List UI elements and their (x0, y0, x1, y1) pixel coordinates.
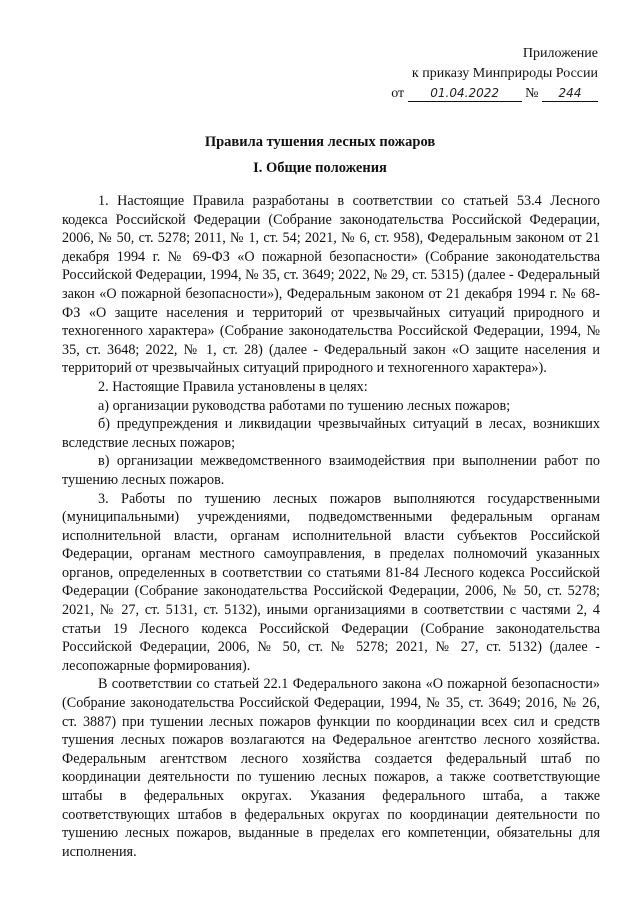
paragraph-1: 1. Настоящие Правила разработаны в соответствии со статьей 53.4 Лесного кодекса Российской Федерации (Собрание законодательства Российской Федерации, 2006, № 50, ст. 5278; 2011, № 1, ст. 54; 2021, № 6, ст. 958), Федеральным законом от 21 декабря 1994 г. № 69-ФЗ «О пожарной безопасности» (Собрание законодательства Российской Федерации, 1994, № 35, ст. 3649; 2022, № 29, ст. 5315) (далее - Федеральный закон «О пожарной безопасности»), Федеральным законом от 21 декабря 1994 г. № 68-ФЗ «О защите населения и территорий от чрезвычайных ситуаций природного и техногенного характера» (Собрание законодательства Российской Федерации, 1994, № 35, ст. 3648; 2022, № 1, ст. 28) (далее - Федеральный закон «О защите населения и территорий от чрезвычайных ситуаций природного и техногенного характера»). (62, 193, 600, 377)
appendix-header (391, 44, 598, 104)
date-prefix: от (391, 86, 405, 101)
paragraph-2c: в) организации межведомственного взаимодействия при выполнении работ по тушению лесных пожаров. (62, 453, 600, 488)
document-body (62, 192, 600, 861)
order-date-number-line (391, 84, 598, 104)
paragraph-3: 3. Работы по тушению лесных пожаров выполняются государственными (муниципальными) учреждениями, подведомственными федеральным органам исполнительной власти, органам исполнительной власти субъектов Российской Федерации, органам местного самоуправления, в пределах полномочий указанных органов, определенных в соответствии со статьями 81-84 Лесного кодекса Российской Федерации (Собрание законодательства Российской Федерации, 2006, № 50, ст. 5278; 2021, № 27, ст. 5131, ст. 5132), иными организациями в соответствии с частями 2, 4 статьи 19 Лесного кодекса Российской Федерации (Собрание законодательства Российской Федерации, 2006, № 50, ст. № 5278; 2021, № 27, ст. 5132) (далее - лесопожарные формирования). (62, 490, 600, 674)
number-prefix: № (525, 86, 539, 101)
paragraph-3-continued: В соответствии со статьей 22.1 Федерального закона «О пожарной безопасности» (Собрание законодательства Российской Федерации, 1994, № 35, ст. 3649; 2016, № 26, ст. 3887) при тушении лесных пожаров функции по координации всех сил и средств тушения лесных пожаров возлагаются на Федеральное агентство лесного хозяйства. Федеральным агентством лесного хозяйства создается федеральный штаб по координации деятельности по тушению лесных пожаров, а также соответствующие штабы в федеральных округах. Указания федерального штаба, а также соответствующих штабов в федеральных округах по координации деятельности по тушению лесных пожаров, выданные в пределах его компетенции, обязательны для исполнения. (62, 676, 600, 860)
paragraph-2: 2. Настоящие Правила установлены в целях: (98, 378, 368, 395)
appendix-label: Приложение (522, 46, 598, 61)
handwritten-date: 01.04.2022 (408, 85, 522, 102)
paragraph-2b: б) предупреждения и ликвидации чрезвычайных ситуаций в лесах, возникших вследствие лесных пожаров; (62, 416, 600, 451)
document-title: Правила тушения лесных пожаров (204, 134, 436, 150)
handwritten-order-number: 244 (542, 85, 598, 102)
paragraph-2a: а) организации руководства работами по тушению лесных пожаров; (98, 397, 511, 414)
order-reference: к приказу Минприроды России (411, 66, 598, 81)
section-title: I. Общие положения (253, 160, 387, 176)
